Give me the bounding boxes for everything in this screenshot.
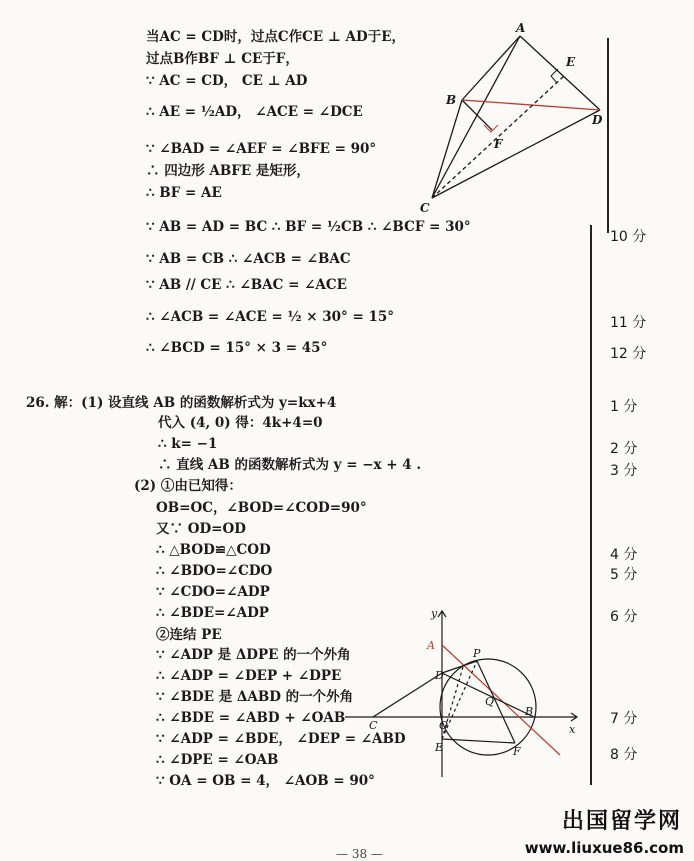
- score-mark: 11 分: [610, 315, 647, 331]
- label-x: x: [569, 723, 576, 736]
- watermark-logo: 出国留学网: [561, 809, 682, 834]
- score-mark: 4 分: [610, 547, 638, 563]
- label-A: A: [427, 639, 435, 652]
- text-line: ∴ ∠BDE = ∠ABD + ∠OAB: [156, 710, 346, 726]
- score-mark: 3 分: [610, 463, 638, 479]
- label-P: P: [473, 647, 481, 660]
- score-mark: 12 分: [610, 346, 647, 362]
- geometry-figure-coordinate: [345, 605, 590, 780]
- label-y: y: [431, 607, 438, 620]
- text-line: 代入 (4, 0) 得：4k+4=0: [158, 415, 323, 431]
- text-line: OB=OC，∠BOD=∠COD=90°: [156, 500, 367, 516]
- label-E: E: [435, 741, 444, 754]
- geometry-figure-quadrilateral: [420, 22, 610, 222]
- score-mark: 10 分: [610, 229, 647, 245]
- text-line: ∵ ∠ADP = ∠BDE， ∠DEP = ∠ABD: [156, 731, 406, 747]
- watermark-url: www.liuxue86.com: [524, 839, 684, 857]
- segment-DC: [432, 110, 600, 198]
- text-line: 当AC = CD时，过点C作CE ⊥ AD于E，: [146, 29, 405, 45]
- segment-BF: [462, 100, 492, 130]
- text-line: ∴ AE = ½AD， ∠ACE = ∠DCE: [146, 104, 363, 120]
- label-Q: Q: [485, 695, 495, 708]
- label-O: O: [439, 719, 449, 732]
- text-line: ∴ 四边形 ABFE 是矩形，: [146, 163, 310, 179]
- label-C: C: [420, 201, 430, 215]
- score-mark: 1 分: [610, 399, 638, 415]
- text-line: ∵ ∠ADP 是 ΔDPE 的一个外角: [156, 647, 351, 663]
- line-DP: [442, 661, 477, 673]
- text-line: ∴ ∠BDO=∠CDO: [156, 563, 273, 579]
- label-A: A: [516, 22, 526, 35]
- text-line: ∴ k= −1: [158, 436, 218, 452]
- text-line: ∵ AB = AD = BC ∴ BF = ½CB ∴ ∠BCF = 30°: [146, 219, 471, 235]
- line-CD: [373, 673, 442, 717]
- text-line: ∵ ∠BAD = ∠AEF = ∠BFE = 90°: [146, 141, 377, 157]
- text-line: ∴ △BOD≌△COD: [156, 542, 271, 558]
- text-line: ∴ 直线 AB 的函数解析式为 y = −x + 4 .: [158, 457, 422, 473]
- right-angle-mark-E: [551, 69, 558, 83]
- text-line: ∵ AB // CE ∴ ∠BAC = ∠ACE: [146, 277, 347, 293]
- text-line: 过点B作BF ⊥ CE于F，: [146, 51, 299, 67]
- text-line: ∵ ∠BDE 是 ΔABD 的一个外角: [156, 689, 354, 705]
- label-D: D: [592, 113, 603, 127]
- text-line: ∴ ∠DPE = ∠OAB: [156, 752, 279, 768]
- text-line: ∴ BF = AE: [146, 185, 222, 201]
- margin-rule-lower: [590, 225, 592, 785]
- label-E: E: [566, 55, 576, 69]
- text-line: ∵ OA = OB = 4， ∠AOB = 90°: [156, 773, 375, 789]
- text-line: ∵ ∠CDO=∠ADP: [156, 584, 270, 600]
- text-line: 26. 解：(1) 设直线 AB 的函数解析式为 y=kx+4: [26, 395, 337, 411]
- text-line: ∴ ∠BDE=∠ADP: [156, 605, 269, 621]
- text-line: ∴ ∠ACB = ∠ACE = ½ × 30° = 15°: [146, 309, 395, 325]
- score-mark: 2 分: [610, 441, 638, 457]
- label-D: D: [435, 669, 444, 682]
- label-B: B: [525, 705, 534, 718]
- label-C: C: [369, 719, 378, 732]
- text-line: (2) ①由已知得：: [134, 478, 242, 494]
- text-line: ②连结 PE: [156, 627, 222, 643]
- segment-AD: [520, 36, 600, 110]
- score-mark: 5 分: [610, 567, 638, 583]
- score-mark: 6 分: [610, 609, 638, 625]
- text-line: ∴ ∠BCD = 15° × 3 = 45°: [146, 340, 328, 356]
- line-PF: [477, 661, 515, 743]
- text-line: ∵ AC = CD， CE ⊥ AD: [146, 73, 308, 89]
- text-line: ∴ ∠ADP = ∠DEP + ∠DPE: [156, 668, 342, 684]
- score-mark: 7 分: [610, 711, 638, 727]
- text-line: ∵ AB = CB ∴ ∠ACB = ∠BAC: [146, 251, 351, 267]
- segment-BC: [432, 100, 462, 198]
- line-EF: [442, 739, 515, 743]
- page-number: — 38 —: [336, 847, 383, 861]
- score-mark: 8 分: [610, 747, 638, 763]
- text-line: 又∵ OD=OD: [156, 521, 246, 537]
- label-B: B: [446, 93, 457, 107]
- label-F: F: [494, 137, 503, 151]
- label-F: F: [513, 745, 521, 758]
- segment-AC: [432, 36, 520, 198]
